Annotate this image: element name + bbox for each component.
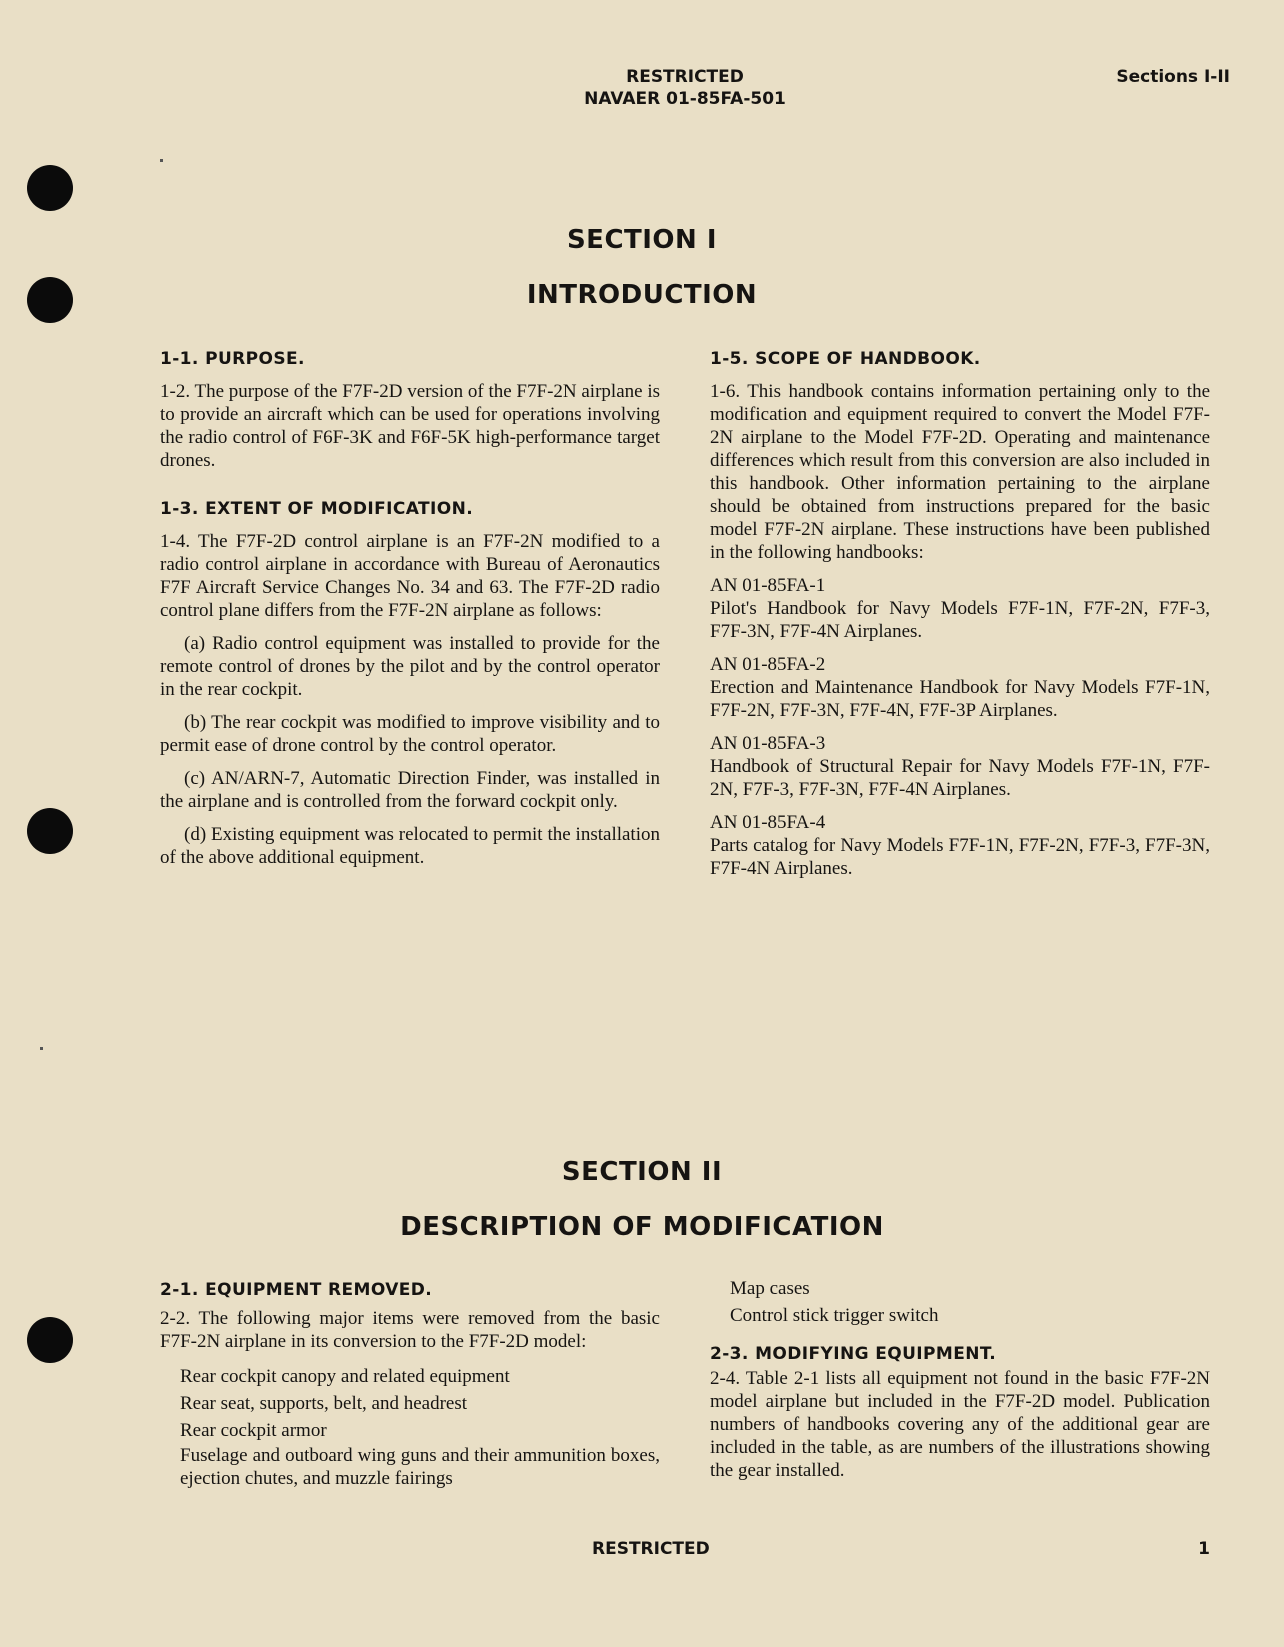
header-classification: RESTRICTED <box>626 67 744 87</box>
list-item: Control stick trigger switch <box>730 1305 939 1326</box>
right-column-section-2 <box>710 1275 1210 1482</box>
section-2-label: SECTION II <box>561 1157 723 1187</box>
reference-description: Parts catalog for Navy Models F7F-1N, F7F-2N, F7F-3, F7F-3N, F7F-4N Airplanes. <box>710 835 1210 879</box>
reference-code: AN 01-85FA-3 <box>710 733 826 754</box>
reference-code: AN 01-85FA-4 <box>710 812 826 833</box>
footer-classification: RESTRICTED <box>592 1539 710 1559</box>
reference-code: AN 01-85FA-1 <box>710 575 826 596</box>
binder-hole-3 <box>27 808 73 854</box>
left-column-section-2 <box>160 1279 660 1490</box>
page-header <box>540 66 830 110</box>
section-1-title: INTRODUCTION <box>526 280 758 310</box>
heading-purpose: 1-1. PURPOSE. <box>160 349 305 369</box>
item-c: (c) AN/ARN-7, Automatic Direction Finder, was installed in the airplane and is controlled from the forward cockpit only. <box>160 768 660 812</box>
reference-item <box>710 574 1210 643</box>
list-item: Map cases <box>730 1278 810 1299</box>
item-a: (a) Radio control equipment was installed to provide for the remote control of drones by the pilot and by the control operator in the rear cockpit. <box>160 633 660 700</box>
reference-item <box>710 653 1210 722</box>
item-d: (d) Existing equipment was relocated to permit the installation of the above additional equipment. <box>160 824 660 868</box>
heading-scope: 1-5. SCOPE OF HANDBOOK. <box>710 349 981 369</box>
section-2-title: DESCRIPTION OF MODIFICATION <box>400 1212 884 1242</box>
margin-mark <box>40 1047 43 1050</box>
reference-description: Handbook of Structural Repair for Navy Models F7F-1N, F7F-2N, F7F-3, F7F-3N, F7F-4N Airplanes. <box>710 756 1210 800</box>
paragraph-scope: 1-6. This handbook contains information pertaining only to the modification and equipment required to convert the Model F7F-2N airplane to the Model F7F-2D. Operating and maintenance differences which result from this conversion are also included in this handbook. Other information pertaining to the airplane should be obtained from instructions prepared for the basic model F7F-2N airplane. These instructions have been published in the following handbooks: <box>710 381 1210 563</box>
binder-hole-4 <box>27 1317 73 1363</box>
heading-modifying-equipment: 2-3. MODIFYING EQUIPMENT. <box>710 1344 997 1364</box>
section-1-label: SECTION I <box>566 225 718 255</box>
page-number: 1 <box>1198 1539 1210 1559</box>
reference-description: Erection and Maintenance Handbook for Navy Models F7F-1N, F7F-2N, F7F-3N, F7F-4N, F7F-3P Airplanes. <box>710 677 1210 721</box>
left-column-section-1 <box>160 348 660 869</box>
header-doc-number: NAVAER 01-85FA-501 <box>584 89 786 109</box>
paragraph-extent: 1-4. The F7F-2D control airplane is an F7F-2N modified to a radio control airplane in accordance with Bureau of Aeronautics F7F Aircraft Service Changes No. 34 and 63. The F7F-2D radio control plane differs from the F7F-2N airplane as follows: <box>160 531 660 621</box>
reference-description: Pilot's Handbook for Navy Models F7F-1N, F7F-2N, F7F-3, F7F-3N, F7F-4N Airplanes. <box>710 598 1210 642</box>
header-sections: Sections I-II <box>1116 67 1230 87</box>
paragraph-modifying-equipment: 2-4. Table 2-1 lists all equipment not found in the basic F7F-2N model airplane but included in the F7F-2D model. Publication numbers of handbooks covering any of the additional gear are included in the table, as are numbers of the illustrations showing the gear installed. <box>710 1368 1210 1481</box>
right-column-section-1 <box>710 348 1210 880</box>
list-item: Rear seat, supports, belt, and headrest <box>180 1393 468 1414</box>
list-item: Fuselage and outboard wing guns and their ammunition boxes, ejection chutes, and muzzle fairings <box>180 1445 660 1489</box>
removed-items-list <box>180 1363 660 1490</box>
reference-item <box>710 732 1210 801</box>
reference-item <box>710 811 1210 880</box>
reference-code: AN 01-85FA-2 <box>710 654 826 675</box>
list-item: Rear cockpit armor <box>180 1420 327 1441</box>
reference-list <box>710 574 1210 880</box>
paragraph-purpose: 1-2. The purpose of the F7F-2D version of the F7F-2N airplane is to provide an aircraft which can be used for operations involving the radio control of F6F-3K and F6F-5K high-performance target drones. <box>160 381 660 471</box>
binder-hole-1 <box>27 165 73 211</box>
heading-extent: 1-3. EXTENT OF MODIFICATION. <box>160 499 474 519</box>
heading-equipment-removed: 2-1. EQUIPMENT REMOVED. <box>160 1280 433 1300</box>
margin-mark <box>160 159 163 162</box>
item-b: (b) The rear cockpit was modified to improve visibility and to permit ease of drone control by the control operator. <box>160 712 660 756</box>
removed-items-list-continued <box>730 1275 1210 1329</box>
list-item: Rear cockpit canopy and related equipment <box>180 1366 510 1387</box>
paragraph-equipment-removed: 2-2. The following major items were removed from the basic F7F-2N airplane in its conversion to the F7F-2D model: <box>160 1308 660 1352</box>
